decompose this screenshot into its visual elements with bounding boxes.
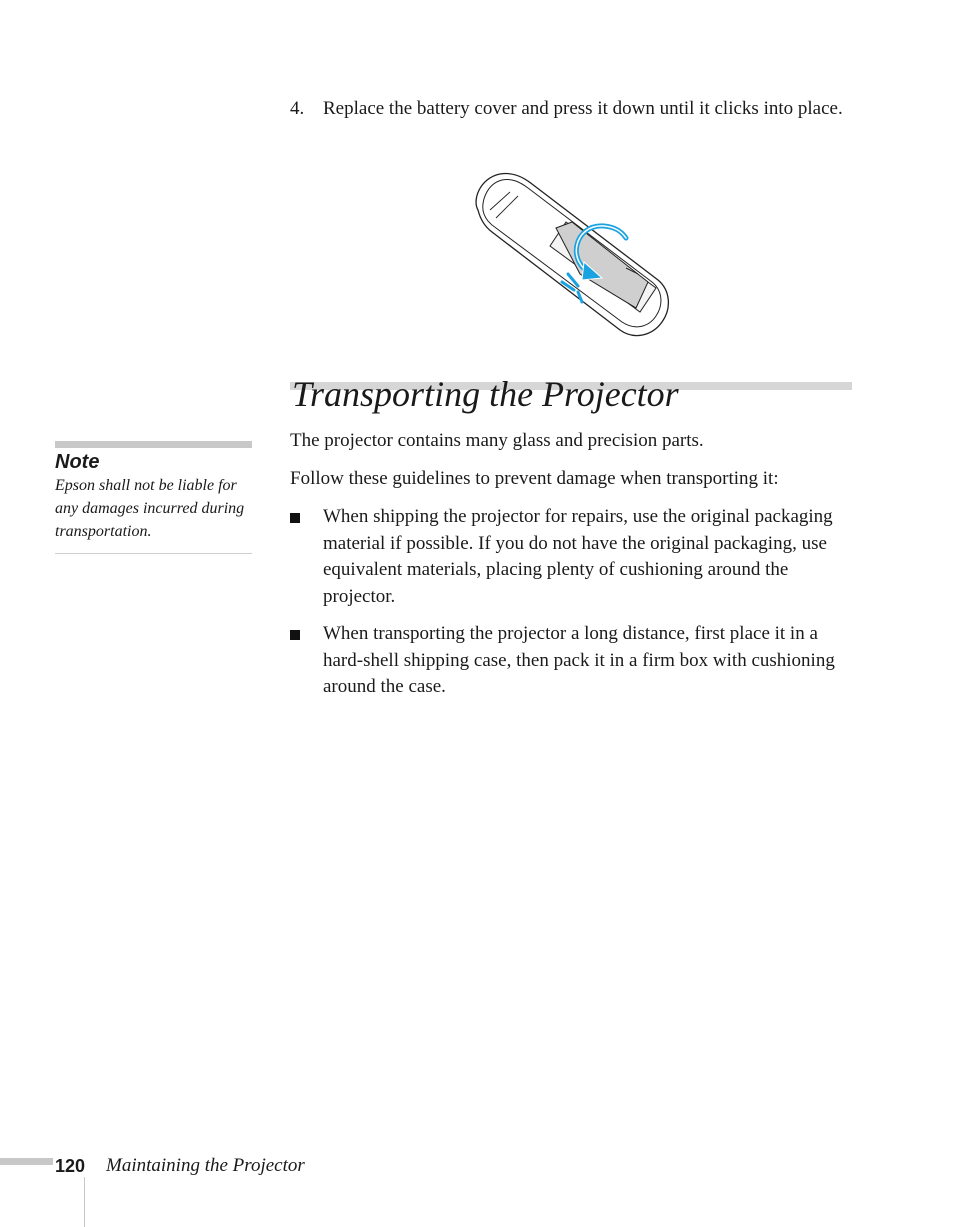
- list-item: [290, 504, 852, 610]
- intro-paragraph: The projector contains many glass and precision parts.: [290, 430, 704, 451]
- note-title: Note: [55, 451, 100, 473]
- remote-battery-cover-illustration: [470, 170, 672, 340]
- list-item-text: When shipping the projector for repairs, use the original packaging material if possible. If you do not have the original packaging, use equivalent materials, placing plenty of cushioning around the projector.: [323, 506, 833, 607]
- list-item: [290, 621, 852, 701]
- step-number: 4.: [290, 98, 305, 119]
- section-heading: Transporting the Projector: [292, 374, 679, 414]
- bullet-icon: [290, 513, 300, 523]
- lead-paragraph: Follow these guidelines to prevent damage when transporting it:: [290, 468, 779, 489]
- note-rule-top: [55, 441, 252, 448]
- step-4: [290, 96, 850, 122]
- running-footer: Maintaining the Projector: [106, 1155, 305, 1176]
- page-number: 120: [55, 1156, 86, 1176]
- bullet-icon: [290, 630, 300, 640]
- note-rule-bottom: [55, 553, 252, 554]
- note-text: Epson shall not be liable for any damages incurred during transportation.: [55, 477, 245, 540]
- list-item-text: When transporting the projector a long distance, first place it in a hard-shell shipping case, then pack it in a firm box with cushioning around the case.: [323, 623, 835, 697]
- step-text: Replace the battery cover and press it down until it clicks into place.: [323, 98, 843, 119]
